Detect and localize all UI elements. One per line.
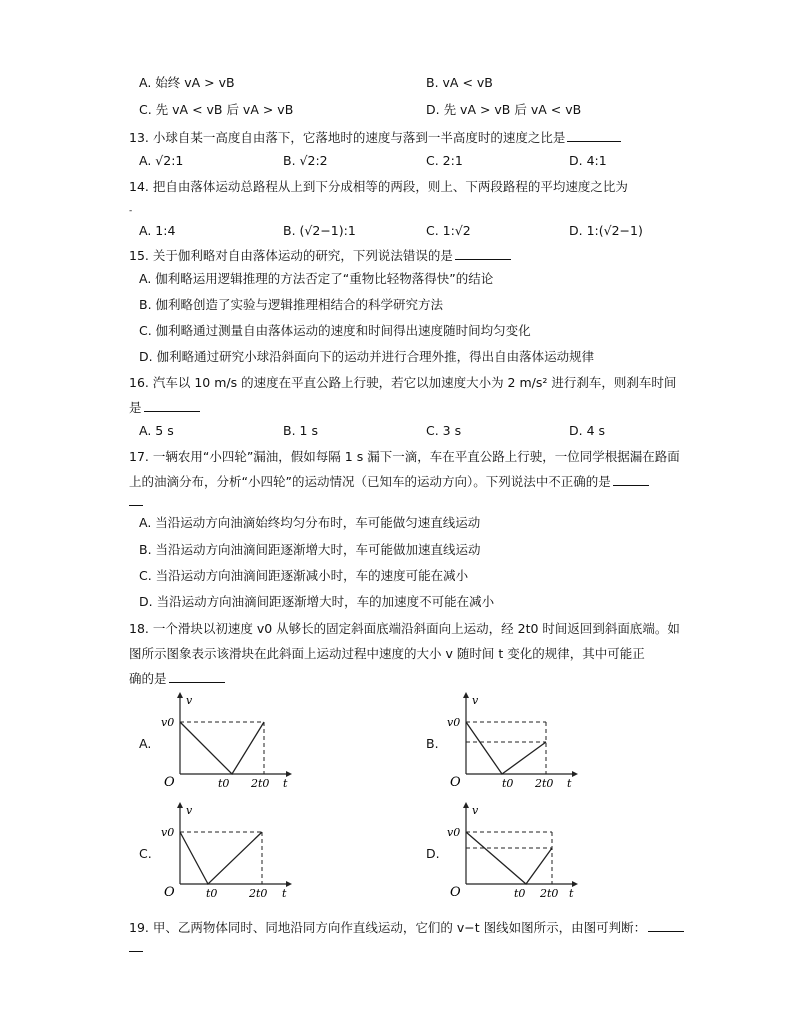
t-axis-label: t (567, 777, 572, 788)
answer-blank (129, 492, 143, 506)
velocity-curve (466, 722, 546, 774)
q13-stem-text: 13. 小球自某一高度自由落下，它落地时的速度与落到一半高度时的速度之比是 (129, 130, 566, 145)
answer-blank (648, 918, 684, 932)
q16-option-b[interactable]: B. 1 s (283, 423, 318, 438)
velocity-curve (180, 722, 264, 774)
q13-option-d[interactable]: D. 4:1 (569, 153, 607, 168)
q15-option-a[interactable]: A. 伽利略运用逻辑推理的方法否定了“重物比轻物落得快”的结论 (139, 271, 494, 286)
q17-stem-2-text: 上的油滴分布，分析“小四轮”的运动情况（已知车的运动方向）。下列说法中不正确的是 (129, 474, 611, 489)
q18-option-a-label[interactable]: A. (139, 736, 152, 751)
velocity-curve (180, 832, 262, 884)
v-axis-label: v (186, 804, 193, 817)
v0-label: v0 (447, 716, 461, 729)
answer-blank (169, 669, 225, 683)
q12-option-b[interactable]: B. vA < vB (426, 75, 493, 90)
t-axis-label: t (282, 887, 287, 898)
v-axis-arrow-icon (177, 692, 183, 698)
q18-graph-d[interactable] (442, 800, 578, 898)
origin-label: O (164, 885, 175, 898)
q14-stem: 14. 把自由落体运动总路程从上到下分成相等的两段，则上、下两段路程的平均速度之比为 (129, 179, 628, 194)
q16-option-c[interactable]: C. 3 s (426, 423, 462, 438)
origin-label: O (450, 775, 461, 788)
2t0-label: 2t0 (535, 777, 554, 788)
q18-option-b-label[interactable]: B. (426, 736, 439, 751)
q17-option-d[interactable]: D. 当沿运动方向油滴间距逐渐增大时，车的加速度不可能在减小 (139, 594, 495, 609)
v-axis-label: v (186, 694, 193, 707)
2t0-label: 2t0 (249, 887, 268, 898)
q12-option-a[interactable]: A. 始终 vA > vB (139, 75, 235, 90)
t-axis-arrow-icon (572, 771, 578, 777)
v-axis-arrow-icon (463, 692, 469, 698)
answer-blank (613, 472, 649, 486)
q15-option-b[interactable]: B. 伽利略创造了实验与逻辑推理相结合的科学研究方法 (139, 297, 444, 312)
q16-option-a[interactable]: A. 5 s (139, 423, 174, 438)
v-axis-label: v (472, 694, 479, 707)
q18-option-d-label[interactable]: D. (426, 846, 440, 861)
q14-option-c[interactable]: C. 1:√2 (426, 223, 471, 238)
q15-stem-text: 15. 关于伽利略对自由落体运动的研究，下列说法错误的是 (129, 248, 453, 263)
q16-stem-2-text: 是 (129, 400, 142, 415)
q15-stem (129, 246, 511, 265)
q18-graph-a[interactable] (156, 690, 292, 788)
v-axis-label: v (472, 804, 479, 817)
q18-stem: 18. 一个滑块以初速度 v0 从够长的固定斜面底端沿斜面向上运动，经 2t0 时间返回到斜面底端。如 (129, 621, 680, 636)
q17-option-a[interactable]: A. 当沿运动方向油滴始终均匀分布时，车可能做匀速直线运动 (139, 515, 481, 530)
q13-option-c[interactable]: C. 2:1 (426, 153, 463, 168)
v0-label: v0 (161, 826, 175, 839)
q15-option-d[interactable]: D. 伽利略通过研究小球沿斜面向下的运动并进行合理外推，得出自由落体运动规律 (139, 349, 595, 364)
q13-stem (129, 128, 621, 147)
q18-stem-3-text: 确的是 (129, 671, 167, 686)
q12-option-c[interactable]: C. 先 vA < vB 后 vA > vB (139, 102, 294, 117)
q18-graph-b[interactable] (442, 690, 578, 788)
2t0-label: 2t0 (540, 887, 559, 898)
q18-graph-c[interactable] (156, 800, 292, 898)
t0-label: t0 (502, 777, 514, 788)
q16-stem-2 (129, 398, 200, 417)
2t0-label: 2t0 (251, 777, 270, 788)
q14-option-b[interactable]: B. (√2−1):1 (283, 223, 356, 238)
q14-option-a[interactable]: A. 1:4 (139, 223, 176, 238)
t0-label: t0 (514, 887, 526, 898)
v-axis-arrow-icon (463, 802, 469, 808)
q19-stem-text: 19. 甲、乙两物体同时、同地沿同方向作直线运动，它们的 v−t 图线如图所示，由图可判断： (129, 920, 647, 935)
v-axis-arrow-icon (177, 802, 183, 808)
q18-option-c-label[interactable]: C. (139, 846, 152, 861)
answer-blank (129, 938, 143, 952)
q17-stem-2 (129, 472, 649, 491)
q18-stem-3 (129, 669, 225, 688)
origin-label: O (164, 775, 175, 788)
q17-stem: 17. 一辆农用“小四轮”漏油，假如每隔 1 s 漏下一滴，车在平直公路上行驶，一位同学根据漏在路面 (129, 449, 680, 464)
q17-blank-continuation (129, 492, 143, 511)
answer-blank (144, 398, 200, 412)
answer-blank (567, 128, 621, 142)
q18-stem-2: 图所示图象表示该滑块在此斜面上运动过程中速度的大小 v 随时间 t 变化的规律，其中可能正 (129, 646, 645, 661)
t-axis-label: t (569, 887, 574, 898)
q17-option-c[interactable]: C. 当沿运动方向油滴间距逐渐减小时，车的速度可能在减小 (139, 568, 469, 583)
v0-label: v0 (447, 826, 461, 839)
q19-stem (129, 918, 684, 937)
q15-option-c[interactable]: C. 伽利略通过测量自由落体运动的速度和时间得出速度随时间均匀变化 (139, 323, 531, 338)
q14-stem-2: - (129, 206, 133, 216)
velocity-curve (466, 832, 552, 884)
t0-label: t0 (206, 887, 218, 898)
t0-label: t0 (218, 777, 230, 788)
v0-label: v0 (161, 716, 175, 729)
q14-option-d[interactable]: D. 1:(√2−1) (569, 223, 643, 238)
q19-blank-continuation (129, 938, 143, 957)
q13-option-b[interactable]: B. √2:2 (283, 153, 328, 168)
q16-option-d[interactable]: D. 4 s (569, 423, 606, 438)
t-axis-label: t (283, 777, 288, 788)
answer-blank (455, 246, 511, 260)
q12-option-d[interactable]: D. 先 vA > vB 后 vA < vB (426, 102, 582, 117)
q13-option-a[interactable]: A. √2:1 (139, 153, 184, 168)
t-axis-arrow-icon (286, 881, 292, 887)
q17-option-b[interactable]: B. 当沿运动方向油滴间距逐渐增大时，车可能做加速直线运动 (139, 542, 481, 557)
q16-stem: 16. 汽车以 10 m/s 的速度在平直公路上行驶，若它以加速度大小为 2 m/s² 进行刹车，则刹车时间 (129, 375, 677, 390)
origin-label: O (450, 885, 461, 898)
